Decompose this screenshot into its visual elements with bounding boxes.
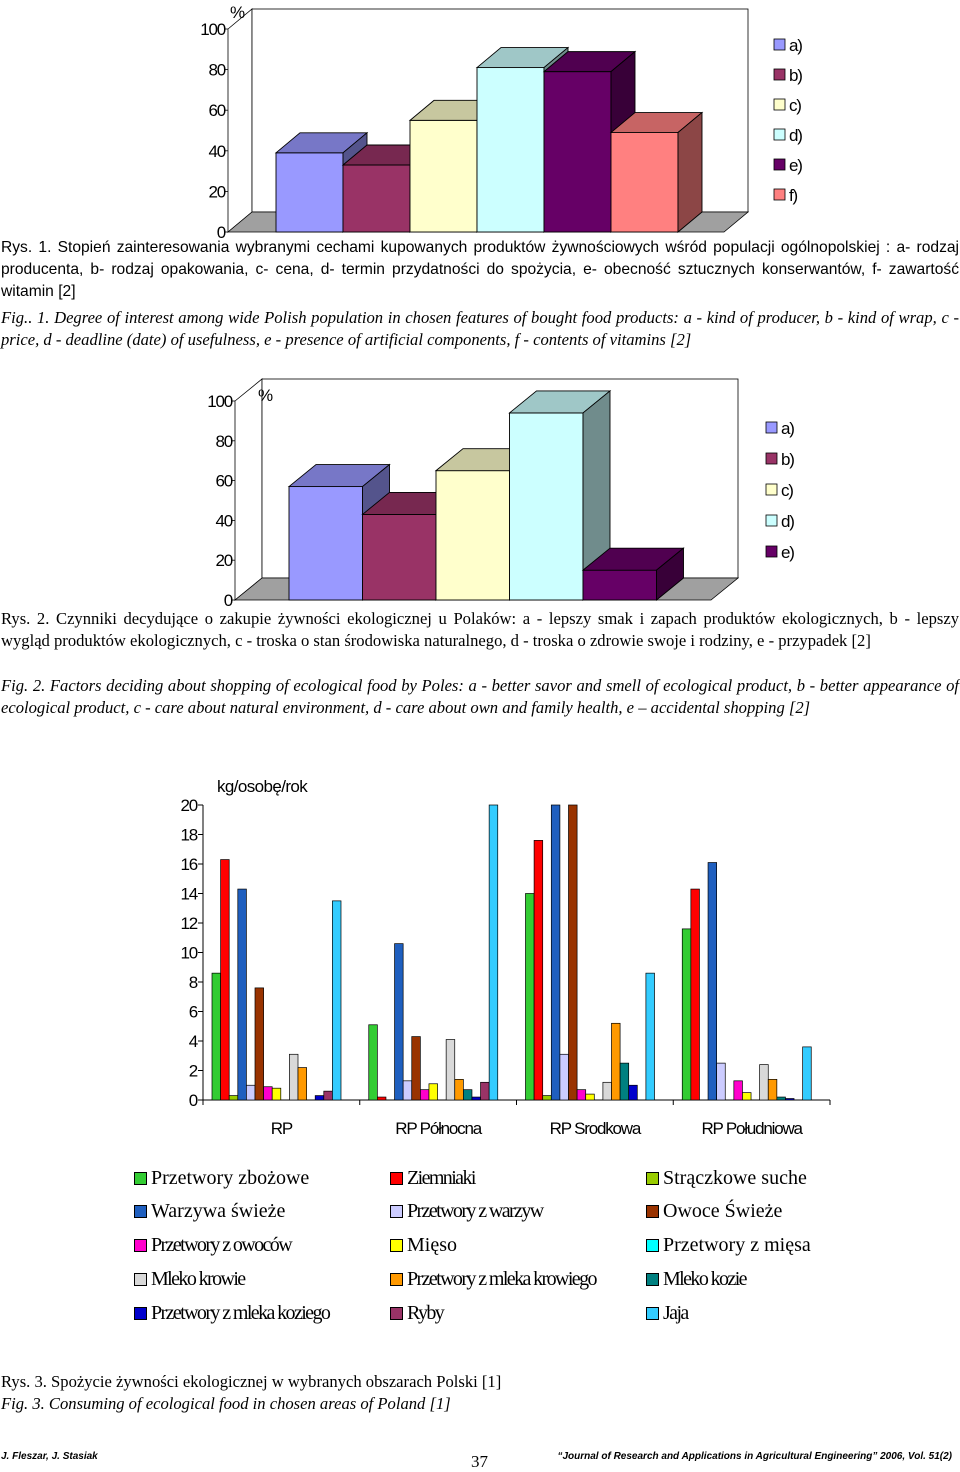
bar-2-6 — [577, 1090, 586, 1100]
bar-0-7 — [272, 1088, 281, 1100]
legend-swatch — [134, 1307, 147, 1320]
bar-side-1-5 — [678, 113, 702, 232]
legend-swatch — [390, 1205, 403, 1218]
bar-0-9 — [289, 1054, 298, 1100]
bar-2-4 — [583, 570, 657, 600]
chart-fig3 — [0, 770, 960, 1150]
bar-3-6 — [734, 1081, 743, 1100]
legend-label: b) — [789, 66, 802, 85]
x-tick-label: RP Srodkowa — [549, 1119, 641, 1138]
legend-swatch — [766, 546, 777, 557]
legend-label: Jaja — [663, 1301, 688, 1324]
legend-swatch — [646, 1239, 659, 1252]
y-axis-label: kg/osobę/rok — [217, 777, 308, 796]
legend-label: Ziemniaki — [407, 1166, 475, 1189]
legend-label: Strączkowe suche — [663, 1166, 807, 1189]
legend-label: d) — [781, 512, 794, 531]
chart-fig2 — [0, 360, 960, 610]
bar-1-4 — [403, 1081, 412, 1100]
bar-3-14 — [803, 1047, 812, 1100]
legend-swatch — [390, 1172, 403, 1185]
bar-2-2 — [436, 471, 510, 600]
bar-0-14 — [332, 901, 341, 1100]
x-tick-label: RP Północna — [395, 1119, 481, 1138]
legend-label: Mleko krowie — [151, 1267, 245, 1290]
legend-fig3 — [134, 1166, 954, 1336]
legend-label: Przetwory zbożowe — [151, 1166, 310, 1189]
legend-item — [134, 1166, 309, 1190]
bar-2-5 — [569, 805, 578, 1100]
bar-1-6 — [420, 1090, 429, 1100]
bar-0-10 — [298, 1068, 307, 1100]
bar-3-9 — [760, 1065, 769, 1100]
footer-journal: “Journal of Research and Applications in Agricultural Engineering” 2006, Vol. 51(2) — [557, 1451, 952, 1462]
legend-swatch — [134, 1205, 147, 1218]
legend-swatch — [774, 189, 785, 200]
legend-swatch — [646, 1307, 659, 1320]
bar-1-11 — [463, 1090, 472, 1100]
legend-swatch — [766, 422, 777, 433]
bar-3-7 — [742, 1093, 751, 1100]
legend-label: f) — [789, 186, 797, 205]
legend-item — [390, 1200, 543, 1224]
legend-item — [134, 1234, 291, 1258]
bar-0-5 — [255, 988, 264, 1100]
y-tick-label: 0 — [216, 223, 225, 242]
bar-0-0 — [212, 973, 221, 1100]
bar-2-0 — [526, 894, 535, 1101]
y-tick-label: 4 — [188, 1032, 197, 1051]
legend-swatch — [766, 515, 777, 526]
y-tick-label: 0 — [223, 591, 232, 610]
bar-0-2 — [229, 1096, 238, 1100]
legend-label: c) — [789, 96, 801, 115]
caption-fig3-pl: Rys. 3. Spożycie żywności ekologicznej w wybranych obszarach Polski [1] — [1, 1372, 502, 1391]
y-tick-label: 40 — [208, 141, 225, 161]
bar-0-13 — [324, 1091, 333, 1100]
legend-item — [134, 1267, 245, 1291]
side-wall — [228, 9, 252, 232]
bar-2-3 — [510, 413, 584, 600]
bar-1-1 — [377, 1097, 386, 1100]
caption-fig2-en: Fig. 2. Factors deciding about shopping of ecological food by Poles: a - better savor and smell of ecological product, b - better appearance of ecological product, c - care about natural environment, d - care about own and family health, e – accidental shopping [2] — [1, 676, 959, 717]
bar-2-3 — [551, 805, 560, 1100]
legend-label: a) — [789, 36, 802, 55]
legend-swatch — [646, 1172, 659, 1185]
legend-item — [390, 1166, 475, 1190]
legend-label: Warzywa świeże — [151, 1200, 286, 1223]
legend-label: Mięso — [407, 1234, 457, 1257]
bar-1-3 — [477, 68, 544, 232]
bar-3-3 — [708, 863, 717, 1100]
bar-0-4 — [246, 1085, 255, 1100]
chart-fig1 — [0, 0, 960, 240]
bar-1-12 — [472, 1097, 481, 1100]
y-tick-label: 80 — [215, 431, 232, 451]
y-tick-label: 60 — [208, 101, 225, 121]
legend-label: Przetwory z owoców — [151, 1234, 292, 1257]
bar-1-9 — [446, 1040, 455, 1100]
legend-item — [134, 1200, 285, 1224]
bar-1-0 — [276, 153, 343, 232]
legend-swatch — [774, 39, 785, 50]
bar-1-3 — [395, 944, 404, 1100]
legend-swatch — [390, 1239, 403, 1252]
bar-1-7 — [429, 1084, 438, 1100]
y-tick-label: 80 — [208, 60, 225, 80]
legend-label: Przetwory z warzyw — [407, 1200, 543, 1223]
bar-1-1 — [343, 165, 410, 232]
legend-item — [646, 1200, 782, 1224]
legend-label: Przetwory z mięsa — [663, 1234, 811, 1257]
bar-2-7 — [586, 1094, 595, 1100]
bar-3-11 — [777, 1097, 786, 1100]
legend-swatch — [134, 1239, 147, 1252]
y-tick-label: 14 — [180, 884, 197, 904]
bar-1-0 — [369, 1025, 378, 1100]
caption-fig3-en: Fig. 3. Consuming of ecological food in chosen areas of Poland [1] — [1, 1394, 451, 1413]
y-tick-label: 2 — [188, 1061, 197, 1081]
y-tick-label: 10 — [180, 943, 197, 963]
y-tick-label: 100 — [200, 20, 225, 39]
legend-swatch — [774, 129, 785, 140]
bar-0-12 — [315, 1096, 324, 1100]
y-tick-label: 60 — [215, 471, 232, 491]
bar-1-5 — [611, 133, 678, 232]
legend-item — [390, 1301, 443, 1325]
legend-swatch — [390, 1273, 403, 1286]
bar-3-4 — [717, 1063, 726, 1100]
bar-2-0 — [289, 487, 363, 600]
y-tick-label: 16 — [180, 855, 197, 874]
y-tick-label: 18 — [180, 825, 197, 845]
legend-label: d) — [789, 126, 802, 145]
legend-swatch — [766, 484, 777, 495]
legend-swatch — [390, 1307, 403, 1320]
y-tick-label: 20 — [215, 551, 232, 571]
bar-2-14 — [646, 973, 655, 1100]
bar-3-12 — [785, 1099, 794, 1100]
legend-label: Ryby — [407, 1301, 444, 1324]
legend-label: a) — [781, 419, 794, 438]
bar-2-2 — [543, 1096, 552, 1100]
bar-1-10 — [455, 1079, 464, 1100]
bar-2-4 — [560, 1054, 569, 1100]
legend-label: b) — [781, 450, 794, 469]
bar-1-14 — [489, 805, 498, 1100]
legend-item — [390, 1267, 596, 1291]
y-tick-label: 0 — [188, 1091, 197, 1110]
bar-2-10 — [612, 1023, 621, 1100]
bar-1-2 — [410, 120, 477, 232]
y-tick-label: 40 — [215, 511, 232, 531]
bar-1-13 — [481, 1082, 490, 1100]
y-tick-label: 20 — [180, 796, 197, 815]
side-wall — [235, 379, 262, 600]
legend-item — [390, 1234, 457, 1258]
y-tick-label: 20 — [208, 182, 225, 202]
legend-item — [646, 1267, 746, 1291]
legend-label: Przetwory z mleka koziego — [151, 1301, 330, 1324]
bar-2-1 — [534, 840, 543, 1100]
caption-fig1-pl: Rys. 1. Stopień zainteresowania wybranymi cechami kupowanych produktów żywnościowych wśród populacji ogólnopolskiej : a- rodzaj producenta, b- rodzaj opakowania, c- cena, d- termin przydatności do spożycia, e- obecność sztucznych konserwantów, f- zawartość witamin [2] — [1, 239, 959, 300]
bar-3-1 — [691, 889, 700, 1100]
legend-label: c) — [781, 481, 793, 500]
legend-label: e) — [789, 156, 802, 175]
bar-0-6 — [264, 1087, 273, 1100]
legend-item — [134, 1301, 329, 1325]
legend-swatch — [134, 1172, 147, 1185]
y-axis-label: % — [230, 3, 244, 22]
legend-swatch — [774, 99, 785, 110]
legend-label: Owoce Świeże — [663, 1200, 783, 1223]
y-tick-label: 6 — [188, 1002, 197, 1022]
legend-item — [646, 1166, 807, 1190]
bar-3-10 — [768, 1079, 777, 1100]
legend-label: e) — [781, 543, 794, 562]
y-tick-label: 12 — [180, 914, 197, 933]
legend-swatch — [774, 159, 785, 170]
page-number: 37 — [471, 1452, 488, 1471]
x-tick-label: RP Południowa — [701, 1119, 802, 1138]
bar-3-0 — [682, 929, 691, 1100]
bar-2-1 — [363, 514, 437, 600]
bar-1-5 — [412, 1037, 421, 1100]
legend-swatch — [766, 453, 777, 464]
bar-2-12 — [629, 1085, 638, 1100]
y-axis-label: % — [258, 386, 272, 405]
legend-swatch — [646, 1205, 659, 1218]
legend-label: Mleko kozie — [663, 1267, 746, 1290]
x-tick-label: RP — [270, 1119, 292, 1138]
legend-item — [646, 1234, 811, 1258]
footer-authors: J. Fleszar, J. Stasiak — [1, 1451, 98, 1462]
legend-item — [646, 1301, 688, 1325]
bar-2-11 — [620, 1063, 629, 1100]
legend-swatch — [646, 1273, 659, 1286]
legend-swatch — [134, 1273, 147, 1286]
bar-2-9 — [603, 1082, 612, 1100]
caption-fig2-pl: Rys. 2. Czynniki decydujące o zakupie żywności ekologicznej u Polaków: a - lepszy smak i zapach produktów ekologicznych, b - lepszy wygląd produktów ekologicznych, c - troska o stan środowiska naturalnego, d - troska o zdrowie swoje i rodziny, e - przypadek [2] — [1, 609, 959, 650]
legend-label: Przetwory z mleka krowiego — [407, 1267, 596, 1290]
y-tick-label: 100 — [207, 392, 232, 411]
bar-1-4 — [544, 72, 611, 232]
caption-fig1-en: Fig.. 1. Degree of interest among wide Polish population in chosen features of bought food products: a - kind of producer, b - kind of wrap, c - price, d - deadline (date) of usefulness, e - presence of artificial components, f - contents of vitamins [2] — [1, 308, 959, 349]
bar-0-1 — [221, 860, 230, 1100]
bar-0-3 — [238, 889, 247, 1100]
y-tick-label: 8 — [188, 973, 197, 992]
legend-swatch — [774, 69, 785, 80]
